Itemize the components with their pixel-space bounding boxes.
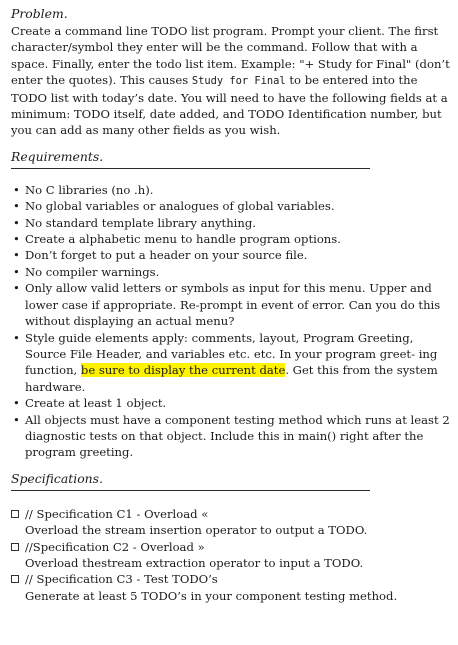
problem-heading: Problem.: [11, 6, 68, 21]
requirement-text: No global variables or analogues of global variables.: [25, 199, 335, 214]
requirement-item: [11, 215, 450, 231]
specifications-list: [11, 506, 450, 604]
problem-text-part-2: to be entered into the TODO list with today’s date. You will need to have the following fields at a minimum: TODO itself, date added, and TODO Identification number, but you can add as many other fields as you wish.: [11, 73, 448, 138]
specifications-divider: [11, 490, 370, 491]
specification-description: Overload the stream insertion operator to output a TODO.: [25, 523, 368, 538]
bullet-icon: •: [13, 199, 20, 214]
requirements-list: [11, 182, 450, 461]
bullet-icon: •: [13, 248, 20, 263]
specification-title-row: [11, 539, 450, 555]
specification-title: // Specification C3 - Test TODO’s: [25, 572, 218, 587]
specification-item: [11, 571, 450, 604]
problem-text-part-1: Create a command line TODO list program. Prompt your client. The first character/symbol they enter will be the command. Follow that with a space. Finally, enter the todo list item. Example: "+ Study for Final" (don’t enter the quotes). This causes: [11, 24, 450, 88]
bullet-icon: •: [13, 412, 20, 427]
requirement-text: Create a alphabetic menu to handle program options.: [25, 232, 341, 247]
specification-title-row: [11, 571, 450, 587]
specifications-heading: Specifications.: [11, 470, 103, 486]
requirement-item: [11, 182, 450, 198]
bullet-icon: •: [13, 330, 20, 345]
problem-text: [11, 23, 450, 139]
requirement-item: [11, 264, 450, 280]
specification-description: Overload thestream extraction operator to input a TODO.: [25, 555, 364, 570]
requirement-item: [11, 198, 450, 214]
requirement-text: No C libraries (no .h).: [25, 182, 154, 197]
specification-item: [11, 539, 450, 572]
bullet-icon: •: [13, 264, 20, 279]
requirement-text: All objects must have a component testing method which runs at least 2 diagnostic tests on that object. Include this in main() right after the program greeting.: [25, 412, 450, 460]
problem-code-example: Study for Final: [191, 75, 286, 88]
highlighted-text: be sure to display the current date: [80, 363, 286, 378]
bullet-icon: •: [13, 396, 20, 411]
requirements-divider: [11, 168, 370, 169]
checkbox-icon[interactable]: [11, 575, 19, 583]
checkbox-icon[interactable]: [11, 510, 19, 518]
specification-title: // Specification C1 - Overload «: [25, 506, 209, 521]
requirement-text: Don’t forget to put a header on your source file.: [25, 248, 308, 263]
requirement-text: Only allow valid letters or symbols as input for this menu. Upper and lower case if appropriate. Re-prompt in event of error. Can you do this without displaying an actual menu?: [25, 281, 441, 329]
specification-description: Generate at least 5 TODO’s in your component testing method.: [25, 588, 398, 603]
requirement-text: Create at least 1 object.: [25, 396, 167, 411]
requirement-item-style-guide: [11, 330, 450, 396]
checkbox-icon[interactable]: [11, 543, 19, 551]
requirement-text: No standard template library anything.: [25, 215, 256, 230]
bullet-icon: •: [13, 281, 20, 296]
bullet-icon: •: [13, 215, 20, 230]
requirement-item: [11, 395, 450, 411]
requirement-text: . Get this from the system hardware.: [25, 363, 438, 394]
bullet-icon: •: [13, 232, 20, 247]
requirements-heading: Requirements.: [11, 148, 104, 164]
requirement-item: [11, 231, 450, 247]
bullet-icon: •: [13, 182, 20, 197]
requirement-item: [11, 280, 450, 329]
specification-title: //Specification C2 - Overload »: [25, 539, 205, 554]
requirement-text: Style guide elements apply: comments, layout, Program Greeting, Source File Header, and variables etc. etc. In your program greet- ing function,: [25, 330, 438, 378]
requirement-text: No compiler warnings.: [25, 264, 160, 279]
requirement-item: [11, 247, 450, 263]
specification-item: [11, 506, 450, 539]
specification-title-row: [11, 506, 450, 522]
requirement-item: [11, 412, 450, 461]
